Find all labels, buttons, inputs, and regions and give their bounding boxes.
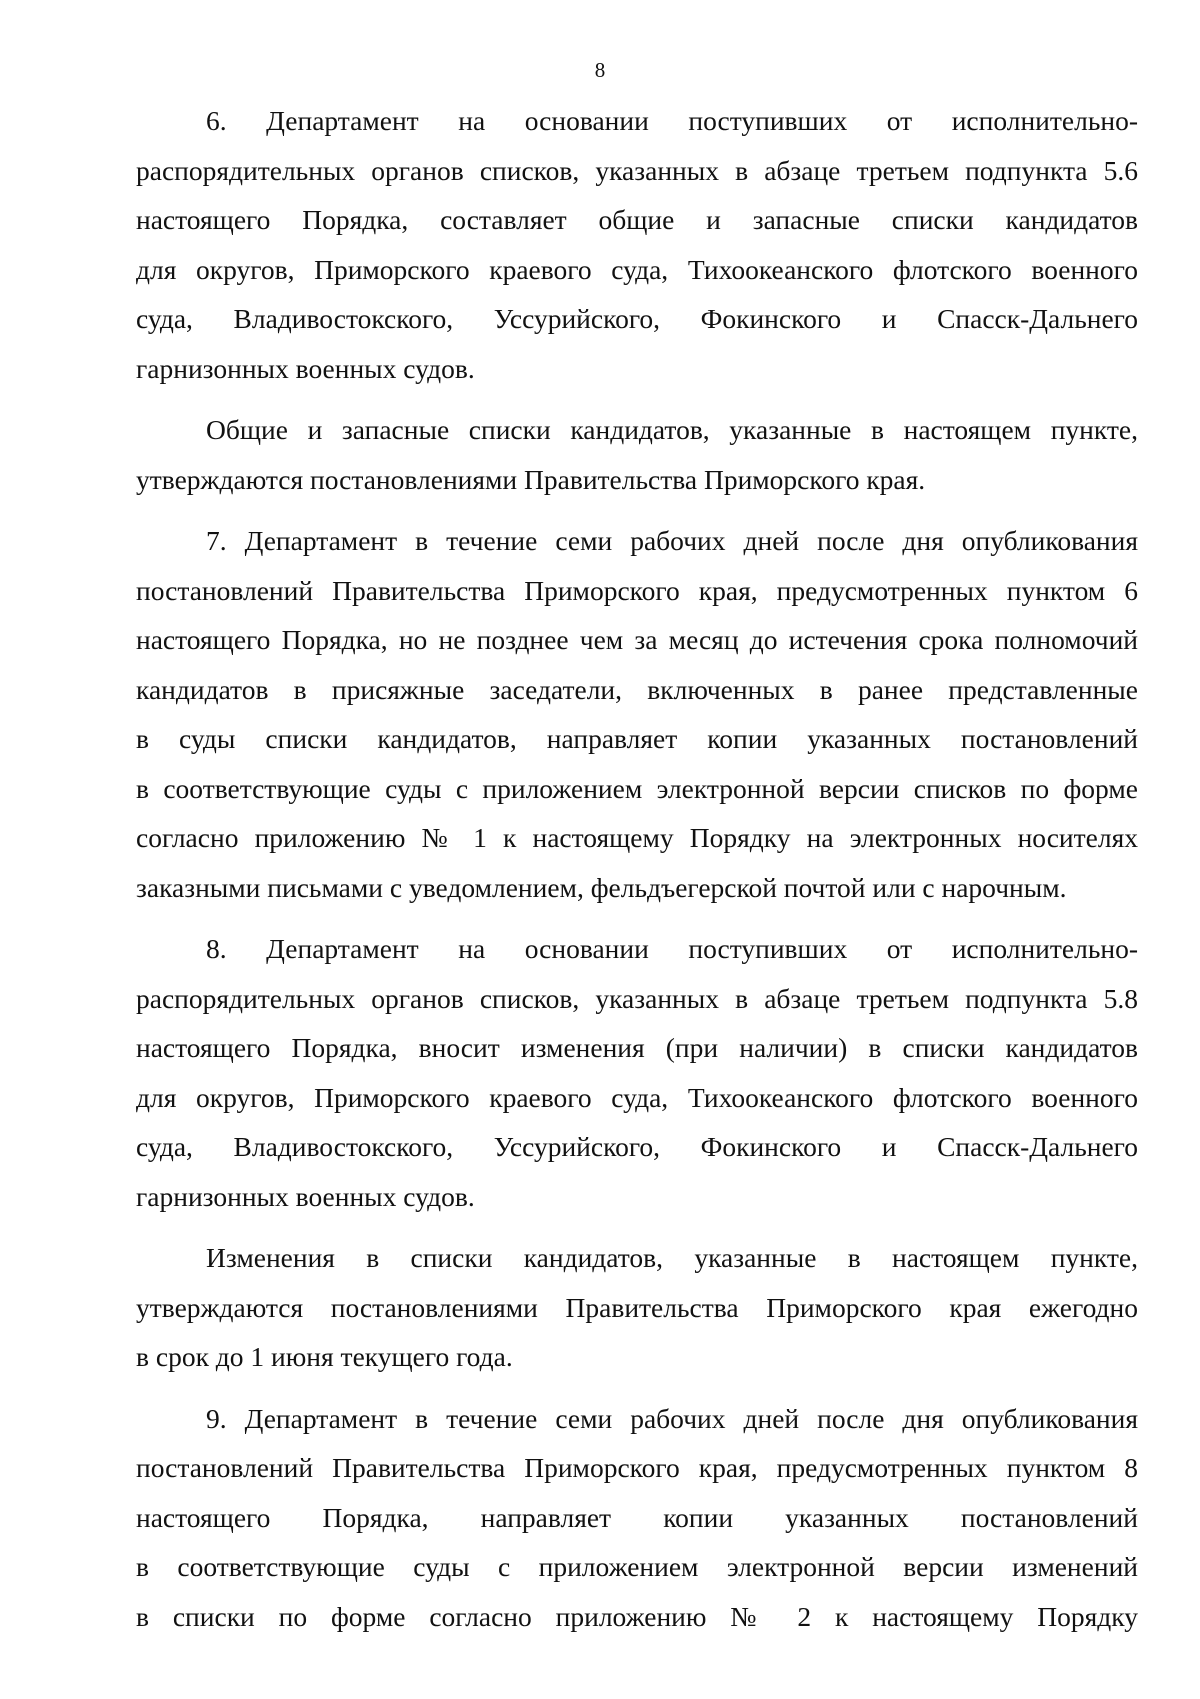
text-line: в соответствующие суды с приложением электронной версии списков по форме [136, 772, 1138, 804]
text-line: в соответствующие суды с приложением электронной версии изменений [136, 1551, 1138, 1582]
text-line: Общие и запасные списки кандидатов, указанные в настоящем пункте, [206, 414, 1138, 445]
text-line: утверждаются постановлениями Правительства Приморского края. [136, 463, 926, 495]
text-line: 8. Департамент на основании поступивших от исполнительно- [206, 933, 1138, 964]
text-line: гарнизонных военных судов. [136, 352, 475, 384]
paragraph-point-9 [136, 1394, 1138, 1642]
text-line: в срок до 1 июня текущего года. [136, 1341, 513, 1372]
text-line: 7. Департамент в течение семи рабочих дней после дня опубликования [206, 525, 1138, 556]
text-line: утверждаются постановлениями Правительства Приморского края ежегодно [136, 1291, 1138, 1323]
paragraph-point-6-approval [136, 405, 1138, 504]
document-body [136, 96, 1138, 1641]
text-line: 9. Департамент в течение семи рабочих дней после дня опубликования [206, 1402, 1138, 1434]
text-line: 6. Департамент на основании поступивших от исполнительно- [206, 105, 1138, 136]
text-line: постановлений Правительства Приморского края, предусмотренных пунктом 8 [136, 1452, 1138, 1483]
text-line: распорядительных органов списков, указанных в абзаце третьем подпункта 5.6 [136, 154, 1138, 186]
paragraph-point-6 [136, 96, 1138, 393]
text-line: для округов, Приморского краевого суда, Тихоокеанского флотского военного [136, 1081, 1138, 1113]
text-line: для округов, Приморского краевого суда, Тихоокеанского флотского военного [136, 253, 1138, 285]
text-line: кандидатов в присяжные заседатели, включенных в ранее представленные [136, 673, 1138, 705]
text-line: распорядительных органов списков, указанных в абзаце третьем подпункта 5.8 [136, 982, 1138, 1014]
text-line: суда, Владивостокского, Уссурийского, Фокинского и Спасск-Дальнего [136, 1131, 1138, 1162]
text-line: в суды списки кандидатов, направляет копии указанных постановлений [136, 723, 1138, 754]
text-line: в списки по форме согласно приложению № 2 к настоящему Порядку [136, 1600, 1138, 1632]
text-line: настоящего Порядка, вносит изменения (при наличии) в списки кандидатов [136, 1032, 1138, 1063]
text-line: настоящего Порядка, составляет общие и запасные списки кандидатов [136, 204, 1138, 235]
text-line: настоящего Порядка, направляет копии указанных постановлений [136, 1501, 1138, 1533]
paragraph-point-8 [136, 924, 1138, 1221]
text-line: постановлений Правительства Приморского края, предусмотренных пунктом 6 [136, 574, 1138, 606]
text-line: заказными письмами с уведомлением, фельдъегерской почтой или с нарочным. [136, 871, 1067, 903]
text-line: суда, Владивостокского, Уссурийского, Фокинского и Спасск-Дальнего [136, 303, 1138, 334]
text-line: согласно приложению № 1 к настоящему Порядку на электронных носителях [136, 822, 1138, 853]
paragraph-point-8-approval [136, 1233, 1138, 1382]
page-number: 8 [594, 58, 606, 82]
paragraph-point-7 [136, 516, 1138, 912]
text-line: настоящего Порядка, но не позднее чем за месяц до истечения срока полномочий [136, 624, 1138, 655]
text-line: гарнизонных военных судов. [136, 1180, 475, 1212]
text-line: Изменения в списки кандидатов, указанные в настоящем пункте, [206, 1242, 1138, 1273]
